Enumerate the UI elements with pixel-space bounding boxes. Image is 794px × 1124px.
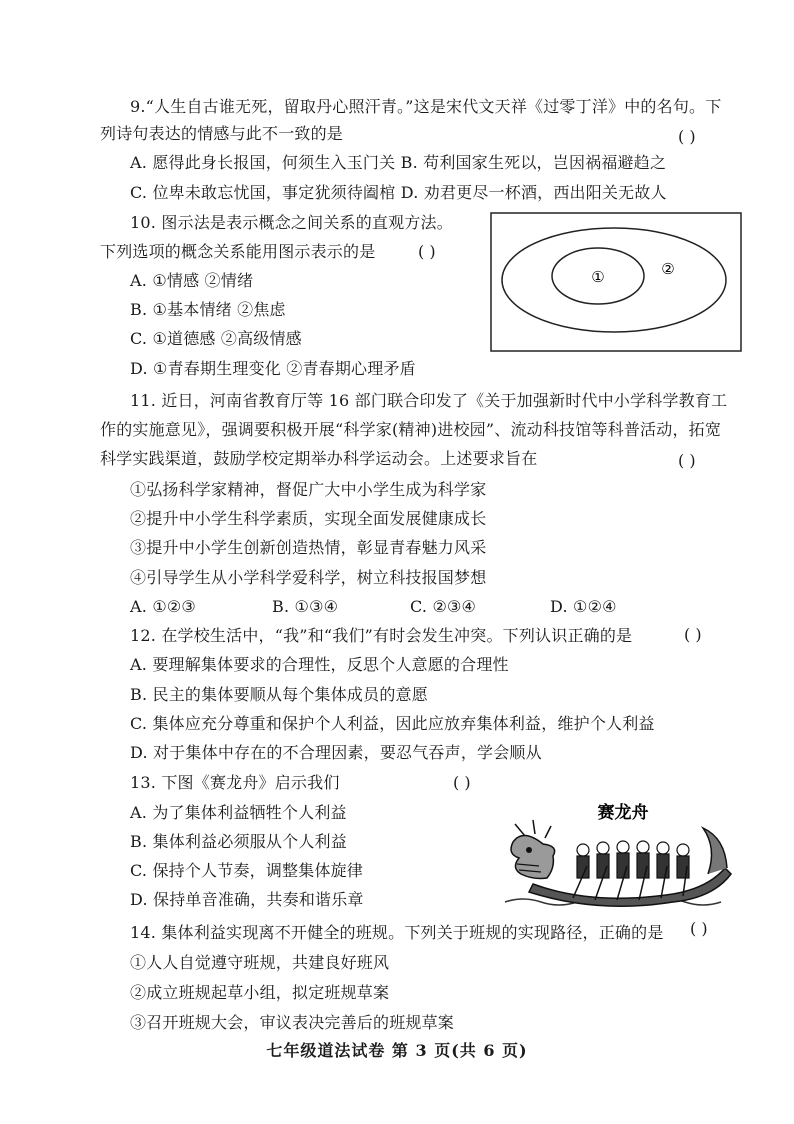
q11-option-b: B. ①③④ — [272, 597, 339, 616]
boat-hull — [529, 868, 731, 906]
q11-item-2: ②提升中小学生科学素质，实现全面发展健康成长 — [130, 509, 487, 528]
dragon-tail — [703, 828, 727, 874]
q13-option-d: D. 保持单音准确，共奏和谐乐章 — [130, 890, 364, 909]
dragon-eye — [526, 847, 532, 853]
q14-answer-paren: ( ) — [690, 919, 708, 938]
q9-stem-line1: 9.“人生自古谁无死，留取丹心照汗青。”这是宋代文天祥《过零丁洋》中的名句。下 — [130, 97, 722, 116]
q13-option-a: A. 为了集体利益牺牲个人利益 — [130, 803, 347, 822]
q14-item-2: ②成立班规起草小组，拟定班规草案 — [130, 983, 390, 1002]
q11-stem-line3: 科学实践渠道，鼓励学校定期举办科学运动会。上述要求旨在 — [100, 449, 538, 468]
q11-item-3: ③提升中小学生创新创造热情，彰显青春魅力风采 — [130, 538, 487, 557]
q11-answer-paren: ( ) — [678, 451, 696, 470]
q10-option-d: D. ①青春期生理变化 ②青春期心理矛盾 — [130, 359, 416, 378]
dragon-boat-cartoon — [503, 798, 735, 912]
cartoon-title: 赛龙舟 — [597, 803, 649, 823]
q13-option-b: B. 集体利益必须服从个人利益 — [130, 832, 347, 851]
concept-diagram — [490, 212, 742, 352]
q11-item-4: ④引导学生从小学科学爱科学，树立科技报国梦想 — [130, 568, 487, 587]
q11-stem-line1: 11. 近日，河南省教育厅等 16 部门联合印发了《关于加强新时代中小学科学教育工 — [130, 391, 728, 410]
q13-stem: 13. 下图《赛龙舟》启示我们 — [130, 773, 340, 792]
q10-answer-paren: ( ) — [418, 242, 436, 261]
q14-stem: 14. 集体利益实现离不开健全的班规。下列关于班规的实现路径，正确的是 — [130, 923, 664, 942]
dragon-head — [511, 835, 555, 878]
q10-stem-line2: 下列选项的概念关系能用图示表示的是 — [100, 242, 376, 261]
q10-stem-line1: 10. 图示法是表示概念之间关系的直观方法。 — [130, 213, 453, 232]
q12-option-d: D. 对于集体中存在的不合理因素，要忍气吞声，学会顺从 — [130, 743, 542, 762]
q13-option-c: C. 保持个人节奏，调整集体旋律 — [130, 861, 364, 880]
q11-stem-line2: 作的实施意见》，强调要积极开展“科学家(精神)进校园”、流动科技馆等科普活动，拓宽 — [100, 420, 722, 439]
paddlers — [577, 841, 689, 878]
diagram-label-outer: ② — [661, 260, 675, 278]
q12-option-c: C. 集体应充分尊重和保护个人利益，因此应放弃集体利益，维护个人利益 — [130, 714, 655, 733]
q9-stem-line2: 列诗句表达的情感与此不一致的是 — [100, 124, 344, 143]
diagram-frame — [491, 213, 741, 351]
q13-answer-paren: ( ) — [453, 773, 471, 792]
q11-option-a: A. ①②③ — [130, 597, 196, 616]
page-footer: 七年级道法试卷 第 3 页(共 6 页) — [266, 1041, 528, 1060]
q11-item-1: ①弘扬科学家精神，督促广大中小学生成为科学家 — [130, 480, 487, 499]
q12-answer-paren: ( ) — [684, 625, 702, 644]
q10-option-c: C. ①道德感 ②高级情感 — [130, 329, 302, 348]
diagram-label-inner: ① — [591, 268, 605, 286]
q12-stem: 12. 在学校生活中，“我”和“我们”有时会发生冲突。下列认识正确的是 — [130, 626, 633, 645]
q11-option-d: D. ①②④ — [550, 597, 617, 616]
q9-options-cd: C. 位卑未敢忘忧国，事定犹须待阖棺 D. 劝君更尽一杯酒，西出阳关无故人 — [130, 183, 667, 202]
q9-options-ab: A. 愿得此身长报国，何须生入玉门关 B. 苟利国家生死以，岂因祸福避趋之 — [130, 153, 667, 172]
q10-option-a: A. ①情感 ②情绪 — [130, 271, 254, 290]
q10-option-b: B. ①基本情绪 ②焦虑 — [130, 300, 286, 319]
q11-option-c: C. ②③④ — [410, 597, 477, 616]
dragon-horns — [515, 820, 551, 838]
q12-option-a: A. 要理解集体要求的合理性，反思个人意愿的合理性 — [130, 655, 509, 674]
q9-answer-paren: ( ) — [678, 127, 696, 146]
q14-item-1: ①人人自觉遵守班规，共建良好班风 — [130, 953, 390, 972]
q14-item-3: ③召开班规大会，审议表决完善后的班规草案 — [130, 1013, 455, 1032]
q12-option-b: B. 民主的集体要顺从每个集体成员的意愿 — [130, 685, 428, 704]
